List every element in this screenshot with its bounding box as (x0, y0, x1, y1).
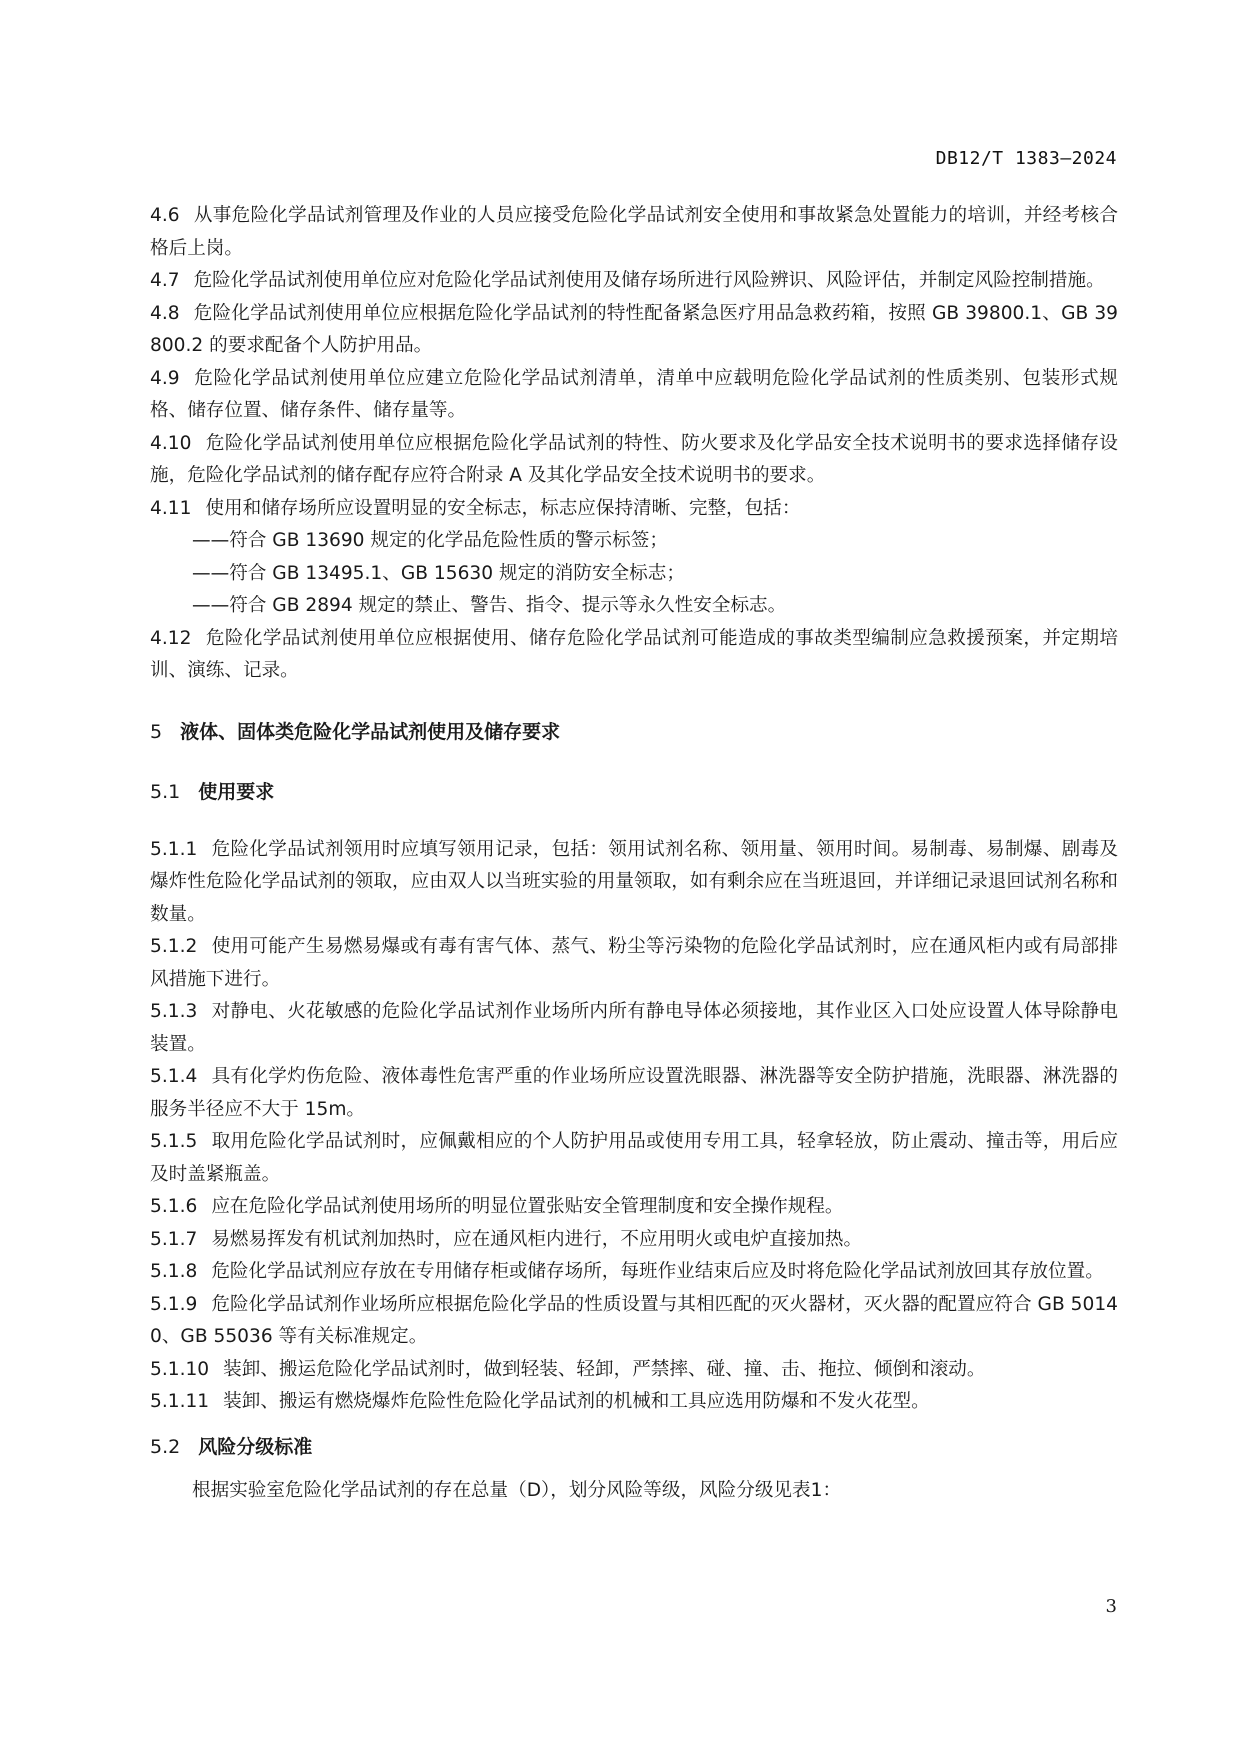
clause-number: 5.1.10 (150, 1358, 210, 1380)
clause-text: 对静电、火花敏感的危险化学品试剂作业场所内所有静电导体必须接地，其作业区入口处应设置人体导除静电装置。 (150, 1001, 1118, 1055)
clause-number: 4.9 (150, 367, 180, 389)
section-5-2-heading (150, 1431, 1118, 1463)
clause-text: 装卸、搬运危险化学品试剂时，做到轻装、轻卸，严禁摔、碰、撞、击、拖拉、倾倒和滚动。 (223, 1358, 986, 1380)
page-number: 3 (1105, 1596, 1117, 1617)
section-number: 5.2 (150, 1435, 181, 1458)
list-item: ——符合 GB 13690 规定的化学品危险性质的警示标签； (192, 530, 668, 551)
document-body (150, 200, 1118, 1507)
standard-code: DB12/T 1383—2024 (935, 148, 1117, 169)
clause-number: 5.1.4 (150, 1066, 198, 1087)
clause-number: 5.1.6 (150, 1196, 198, 1217)
clause-number: 4.12 (150, 627, 192, 649)
clause-number: 5.1.1 (150, 838, 198, 860)
clause-5-1-3 (150, 996, 1118, 1061)
section-5-heading (150, 716, 1118, 748)
clause-4-6 (150, 200, 1118, 265)
clause-4-11 (150, 493, 1118, 526)
clause-4-12 (150, 623, 1118, 688)
clause-5-1-5 (150, 1126, 1118, 1191)
clause-text: 从事危险化学品试剂管理及作业的人员应接受危险化学品试剂安全使用和事故紧急处置能力的培训，并经考核合格后上岗。 (150, 205, 1118, 259)
clause-4-7 (150, 265, 1118, 298)
section-title: 液体、固体类危险化学品试剂使用及储存要求 (180, 720, 561, 743)
clause-5-1-10 (150, 1354, 1118, 1387)
clause-text: 危险化学品试剂使用单位应根据使用、储存危险化学品试剂可能造成的事故类型编制应急救援预案，并定期培训、演练、记录。 (150, 627, 1118, 681)
clause-5-1-11 (150, 1386, 1118, 1419)
clause-4-10 (150, 428, 1118, 493)
clause-number: 5.1.2 (150, 936, 198, 957)
clause-5-1-7 (150, 1224, 1118, 1257)
section-number: 5.1 (150, 780, 181, 803)
clause-number: 4.8 (150, 302, 180, 324)
section-number: 5 (150, 720, 163, 743)
clause-text: 应在危险化学品试剂使用场所的明显位置张贴安全管理制度和安全操作规程。 (211, 1196, 844, 1217)
clause-text: 危险化学品试剂领用时应填写领用记录，包括：领用试剂名称、领用量、领用时间。易制毒、易制爆、剧毒及爆炸性危险化学品试剂的领取，应由双人以当班实验的用量领取，如有剩余应在当班退回，并详细记录退回试剂名称和数量。 (150, 838, 1118, 925)
clause-4-9 (150, 363, 1118, 428)
clause-5-1-6 (150, 1191, 1118, 1224)
clause-number: 5.1.9 (150, 1293, 198, 1315)
clause-text: 取用危险化学品试剂时，应佩戴相应的个人防护用品或使用专用工具，轻拿轻放，防止震动、撞击等，用后应及时盖紧瓶盖。 (150, 1131, 1118, 1185)
section-5-1-heading (150, 776, 1118, 808)
clause-text: 装卸、搬运有燃烧爆炸危险性危险化学品试剂的机械和工具应选用防爆和不发火花型。 (223, 1391, 930, 1412)
section-title: 使用要求 (198, 780, 275, 803)
clause-4-8 (150, 298, 1118, 363)
clause-number: 5.1.7 (150, 1228, 198, 1250)
clause-number: 4.11 (150, 497, 192, 519)
clause-text: 使用可能产生易燃易爆或有毒有害气体、蒸气、粉尘等污染物的危险化学品试剂时，应在通风柜内或有局部排风措施下进行。 (150, 936, 1118, 990)
clause-number: 5.1.8 (150, 1261, 198, 1282)
clause-number: 4.6 (150, 205, 180, 226)
clause-number: 5.1.5 (150, 1131, 198, 1152)
clause-5-1-2 (150, 931, 1118, 996)
clause-text: 具有化学灼伤危险、液体毒性危害严重的作业场所应设置洗眼器、淋洗器等安全防护措施，洗眼器、淋洗器的服务半径应不大于 15m。 (150, 1066, 1118, 1120)
clause-text: 危险化学品试剂使用单位应对危险化学品试剂使用及储存场所进行风险辨识、风险评估，并制定风险控制措施。 (193, 270, 1105, 291)
list-item: ——符合 GB 2894 规定的禁止、警告、指令、提示等永久性安全标志。 (192, 595, 787, 616)
section-5-2-intro: 根据实验室危险化学品试剂的存在总量（D），划分风险等级，风险分级见表1： (192, 1479, 842, 1501)
clause-text: 易燃易挥发有机试剂加热时，应在通风柜内进行，不应用明火或电炉直接加热。 (211, 1228, 863, 1250)
clause-5-1-9 (150, 1289, 1118, 1354)
clause-number: 5.1.11 (150, 1391, 210, 1412)
clause-number: 5.1.3 (150, 1001, 198, 1022)
clause-5-1-4 (150, 1061, 1118, 1126)
clause-5-1-8 (150, 1256, 1118, 1289)
clause-text: 危险化学品试剂使用单位应根据危险化学品试剂的特性、防火要求及化学品安全技术说明书的要求选择储存设施，危险化学品试剂的储存配存应符合附录 A 及其化学品安全技术说明书的要求。 (150, 432, 1118, 486)
clause-text: 危险化学品试剂使用单位应建立危险化学品试剂清单，清单中应载明危险化学品试剂的性质类别、包装形式规格、储存位置、储存条件、储存量等。 (150, 367, 1118, 421)
clause-text: 危险化学品试剂应存放在专用储存柜或储存场所，每班作业结束后应及时将危险化学品试剂放回其存放位置。 (211, 1261, 1104, 1282)
clause-text: 危险化学品试剂使用单位应根据危险化学品试剂的特性配备紧急医疗用品急救药箱，按照 GB 39800.1、GB 39800.2 的要求配备个人防护用品。 (150, 302, 1118, 356)
clause-number: 4.7 (150, 270, 180, 291)
clause-number: 4.10 (150, 432, 192, 454)
list-item: ——符合 GB 13495.1、GB 15630 规定的消防安全标志； (192, 562, 685, 584)
section-title: 风险分级标准 (198, 1435, 313, 1458)
clause-5-1-1 (150, 834, 1118, 932)
clause-text: 使用和储存场所应设置明显的安全标志，标志应保持清晰、完整，包括： (205, 497, 801, 519)
clause-text: 危险化学品试剂作业场所应根据危险化学品的性质设置与其相匹配的灭火器材，灭火器的配置应符合 GB 50140、GB 55036 等有关标准规定。 (150, 1293, 1118, 1347)
